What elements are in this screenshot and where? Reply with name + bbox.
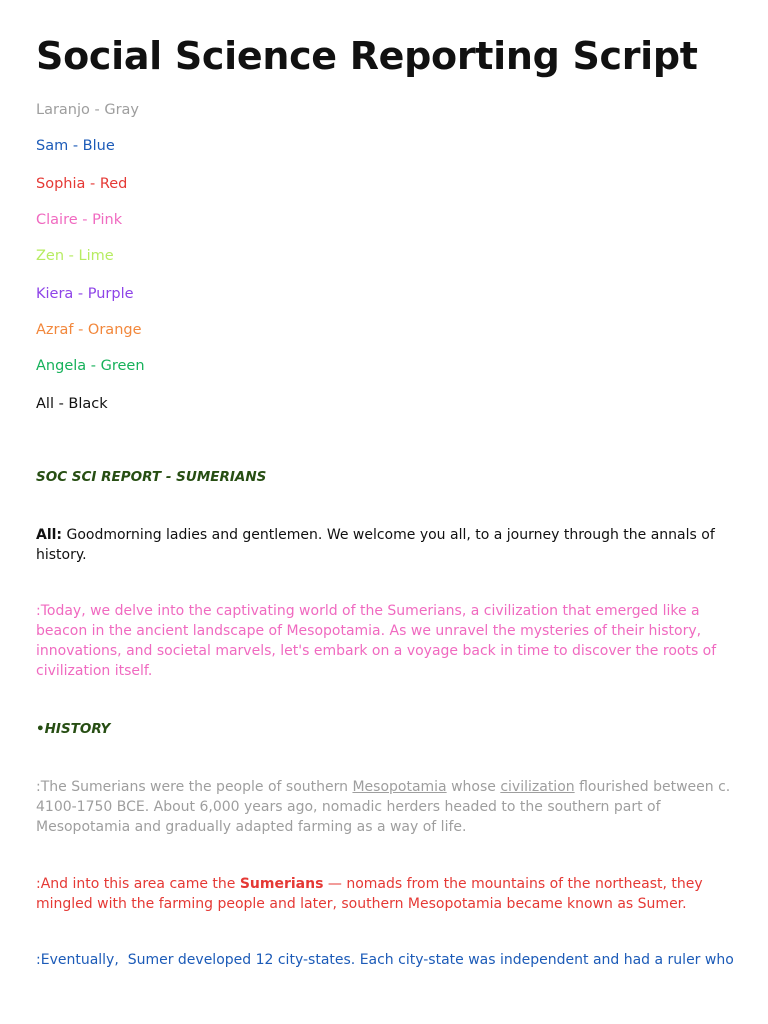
speaker-label: All:: [36, 527, 63, 543]
cast-claire: Claire - Pink: [36, 212, 123, 228]
paragraph-text: — nomads from the mountains of the northeast, they mingled with the farming people and later, southern Mesopotamia became known as Sumer.: [36, 876, 703, 912]
document-title: Social Science Reporting Script: [36, 34, 698, 78]
paragraph-all: [36, 525, 731, 565]
cast-zen: Zen - Lime: [36, 248, 114, 264]
paragraph-claire: :Today, we delve into the captivating world of the Sumerians, a civilization that emerged like a beacon in the ancient landscape of Mesopotamia. As we unravel the mysteries of their history, innovations, and societal marvels, let's embark on a voyage back in time to discover the roots of civilization itself.: [36, 603, 717, 679]
report-heading: SOC SCI REPORT - SUMERIANS: [36, 469, 267, 485]
cast-sam: Sam - Blue: [36, 138, 115, 154]
paragraph-laranjo: [36, 777, 731, 837]
cast-kiera: Kiera - Purple: [36, 286, 134, 302]
paragraph-text: :The Sumerians were the people of southern: [36, 779, 353, 795]
paragraph-sam: :Eventually, Sumer developed 12 city-states. Each city-state was independent and had a ruler who: [36, 952, 734, 968]
mesopotamia-link[interactable]: Mesopotamia: [352, 779, 447, 795]
cast-all: All - Black: [36, 396, 108, 412]
cast-sophia: Sophia - Red: [36, 176, 128, 192]
cast-azraf: Azraf - Orange: [36, 322, 142, 338]
paragraph-text: :And into this area came the: [36, 876, 240, 892]
paragraph-text: whose: [446, 779, 501, 795]
history-heading: •HISTORY: [36, 721, 111, 737]
civilization-link[interactable]: civilization: [500, 779, 575, 795]
sumerians-bold: Sumerians: [239, 876, 324, 892]
cast-laranjo: Laranjo - Gray: [36, 102, 140, 118]
paragraph-text: flourished between c. 4100-1750 BCE. About 6,000 years ago, nomadic herders headed to the southern part of Mesopotamia and gradually adapted farming as a way of life.: [36, 779, 731, 835]
paragraph-sophia: [36, 874, 731, 914]
paragraph-text: Goodmorning ladies and gentlemen. We welcome you all, to a journey through the annals of history.: [36, 527, 715, 563]
cast-angela: Angela - Green: [36, 358, 145, 374]
